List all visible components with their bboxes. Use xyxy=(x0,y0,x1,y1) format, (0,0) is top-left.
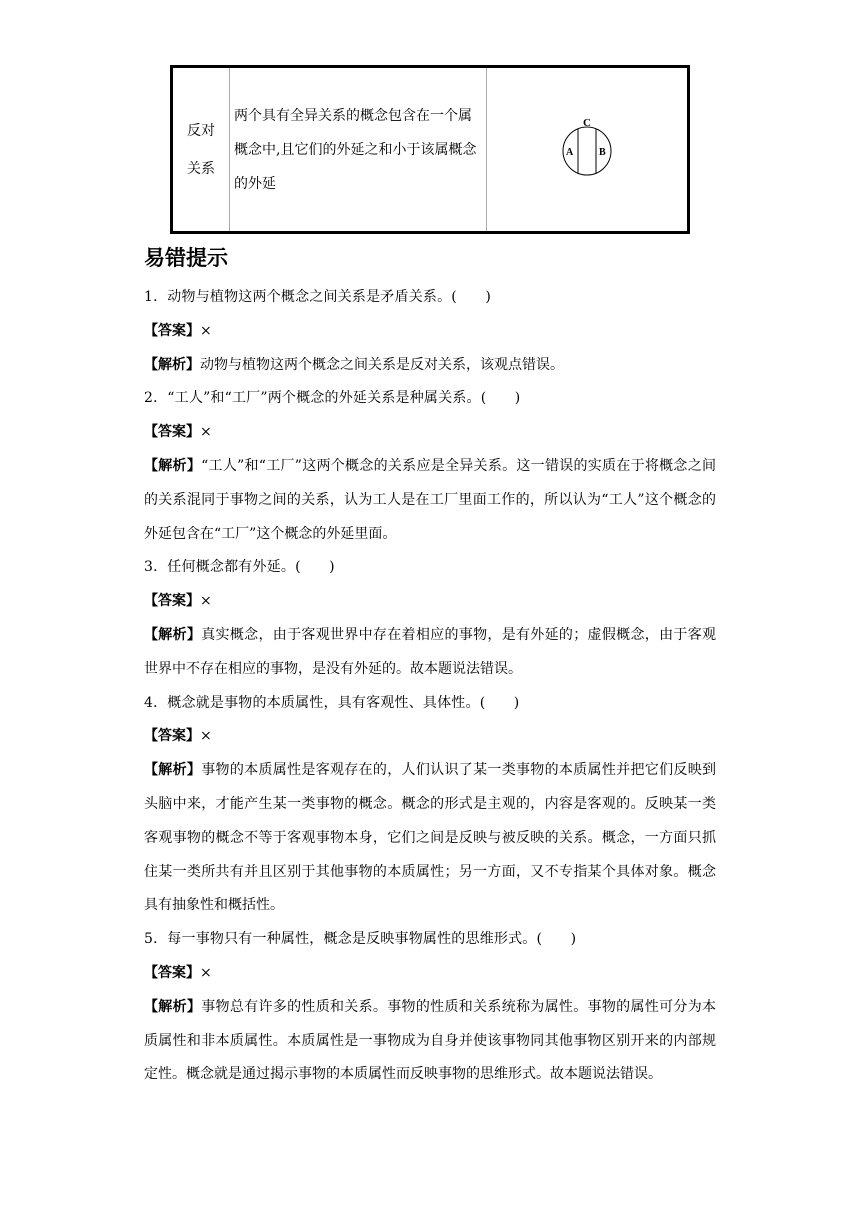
question-2: 2．“工人”和“工厂”两个概念的外延关系是种属关系。( ) xyxy=(144,390,521,407)
relation-definition: 两个具有全异关系的概念包含在一个属概念中,且它们的外延之和小于该属概念的外延 xyxy=(234,107,477,192)
answer-4 xyxy=(144,720,716,754)
relation-diagram-cell xyxy=(487,68,687,231)
opposition-venn-diagram xyxy=(557,115,617,185)
relation-name xyxy=(186,116,216,184)
analysis-text: 真实概念，由于客观世界中存在着相应的事物，是有外延的；虚假概念，由于客观世界中不存在相应的事物，是没有外延的。故本题说法错误。 xyxy=(144,626,717,677)
answer-label: 【答案】 xyxy=(144,593,200,610)
analysis-4 xyxy=(144,754,716,923)
section-heading: 易错提示 xyxy=(144,246,228,270)
relation-name-line-1: 反对 xyxy=(187,122,215,139)
analysis-2 xyxy=(144,450,716,551)
analysis-label: 【解析】 xyxy=(144,762,202,779)
analysis-3 xyxy=(144,619,716,687)
answer-value: × xyxy=(200,322,212,339)
relation-table xyxy=(170,65,690,234)
answer-label: 【答案】 xyxy=(144,728,200,745)
answer-2 xyxy=(144,416,716,450)
question-4: 4．概念就是事物的本质属性，具有客观性、具体性。( ) xyxy=(144,694,520,711)
question-3: 3．任何概念都有外延。( ) xyxy=(144,559,335,576)
answer-value: × xyxy=(200,593,212,610)
analysis-label: 【解析】 xyxy=(144,356,200,373)
diagram-label-c: C xyxy=(583,116,591,129)
answer-1 xyxy=(144,315,716,349)
relation-name-cell xyxy=(173,68,230,231)
answer-5 xyxy=(144,957,716,991)
answer-label: 【答案】 xyxy=(144,322,200,339)
answer-label: 【答案】 xyxy=(144,424,200,441)
analysis-label: 【解析】 xyxy=(144,457,202,474)
analysis-label: 【解析】 xyxy=(144,998,202,1015)
answer-value: × xyxy=(200,728,212,745)
analysis-text: 事物总有许多的性质和关系。事物的性质和关系统称为属性。事物的属性可分为本质属性和非本质属性。本质属性是一事物成为自身并使该事物同其他事物区别开来的内部规定性。概念就是通过揭示事物的本质属性而反映事物的思维形式。故本题说法错误。 xyxy=(144,998,717,1083)
answer-label: 【答案】 xyxy=(144,964,200,981)
answer-value: × xyxy=(200,424,212,441)
analysis-text: 动物与植物这两个概念之间关系是反对关系，该观点错误。 xyxy=(200,356,564,373)
diagram-label-b: B xyxy=(599,146,606,158)
diagram-label-a: A xyxy=(566,146,574,158)
question-5: 5．每一事物只有一种属性，概念是反映事物属性的思维形式。( ) xyxy=(144,931,577,948)
relation-definition-cell xyxy=(230,68,487,231)
analysis-label: 【解析】 xyxy=(144,626,202,643)
relation-name-line-2: 关系 xyxy=(187,160,215,177)
question-1: 1．动物与植物这两个概念之间关系是矛盾关系。( ) xyxy=(144,289,492,305)
answer-value: × xyxy=(200,964,212,981)
analysis-5 xyxy=(144,991,716,1092)
analysis-1 xyxy=(144,349,716,383)
answer-3 xyxy=(144,585,716,619)
analysis-text: 事物的本质属性是客观存在的，人们认识了某一类事物的本质属性并把它们反映到头脑中来，才能产生某一类事物的概念。概念的形式是主观的，内容是客观的。反映某一类客观事物的概念不等于客观事物本身，它们之间是反映与被反映的关系。概念，一方面只抓住某一类所共有并且区别于其他事物的本质属性；另一方面，又不专指某个具体对象。概念具有抽象性和概括性。 xyxy=(144,762,717,914)
analysis-text: “工人”和“工厂”这两个概念的关系应是全异关系。这一错误的实质在于将概念之间的关系混同于事物之间的关系，认为工人是在工厂里面工作的，所以认为“工人”这个概念的外延包含在“工厂”这个概念的外延里面。 xyxy=(144,457,716,542)
content-body xyxy=(144,281,716,1092)
